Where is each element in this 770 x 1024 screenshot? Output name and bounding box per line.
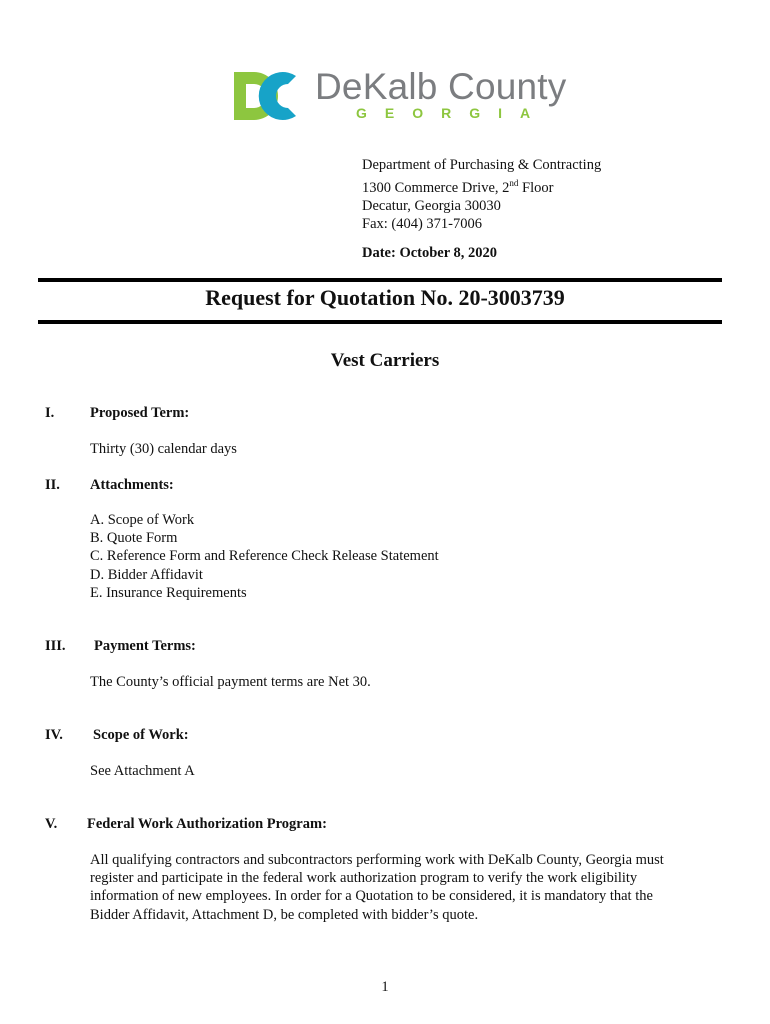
bottom-rule [38, 320, 722, 324]
department-address [362, 156, 601, 233]
list-item: E. Insurance Requirements [90, 584, 247, 601]
address-line: Department of Purchasing & Contracting [362, 157, 602, 173]
issue-date: Date: October 8, 2020 [362, 245, 498, 261]
address-line: Decatur, Georgia 30030 [362, 197, 501, 214]
rfq-title: Request for Quotation No. 20-3003739 [205, 285, 565, 310]
address-line: Fax: (404) 371-7006 [362, 215, 483, 232]
list-item: A. Scope of Work [90, 512, 195, 528]
section-number: IV. [45, 727, 63, 743]
list-item: C. Reference Form and Reference Check Release Statement [90, 548, 439, 565]
section-heading: Federal Work Authorization Program: [87, 816, 327, 832]
section-number: I. [45, 405, 55, 421]
section-heading: Scope of Work: [93, 727, 189, 743]
list-item: B. Quote Form [90, 530, 178, 547]
section-number: II. [45, 477, 60, 493]
section-body: See Attachment A [90, 763, 195, 779]
section-heading: Proposed Term: [90, 405, 190, 421]
list-item: D. Bidder Affidavit [90, 566, 203, 583]
logo-wordmark: DeKalb County [315, 66, 567, 107]
address-line: 1300 Commerce Drive, 2nd Floor [362, 178, 554, 196]
document-title: Vest Carriers [330, 350, 440, 371]
paragraph-line: All qualifying contractors and subcontractors performing work with DeKalb County, Georgia must [90, 852, 664, 868]
section-heading: Payment Terms: [94, 638, 196, 654]
section-body: The County’s official payment terms are Net 30. [90, 674, 371, 690]
paragraph-line: register and participate in the federal work authorization program to verify the work eligibility [90, 870, 638, 887]
section-number: III. [45, 638, 66, 654]
top-rule [38, 278, 722, 282]
federal-work-paragraph [90, 851, 700, 924]
attachments-list [90, 511, 439, 602]
paragraph-line: Bidder Affidavit, Attachment D, be completed with bidder’s quote. [90, 906, 479, 923]
section-body: Thirty (30) calendar days [90, 441, 237, 457]
paragraph-line: information of new employees. In order for a Quotation to be considered, it is mandatory that the [90, 888, 653, 905]
page-number: 1 [381, 979, 389, 995]
section-heading: Attachments: [90, 477, 174, 493]
section-number: V. [45, 816, 58, 832]
logo-state: GEORGIA [356, 105, 549, 121]
